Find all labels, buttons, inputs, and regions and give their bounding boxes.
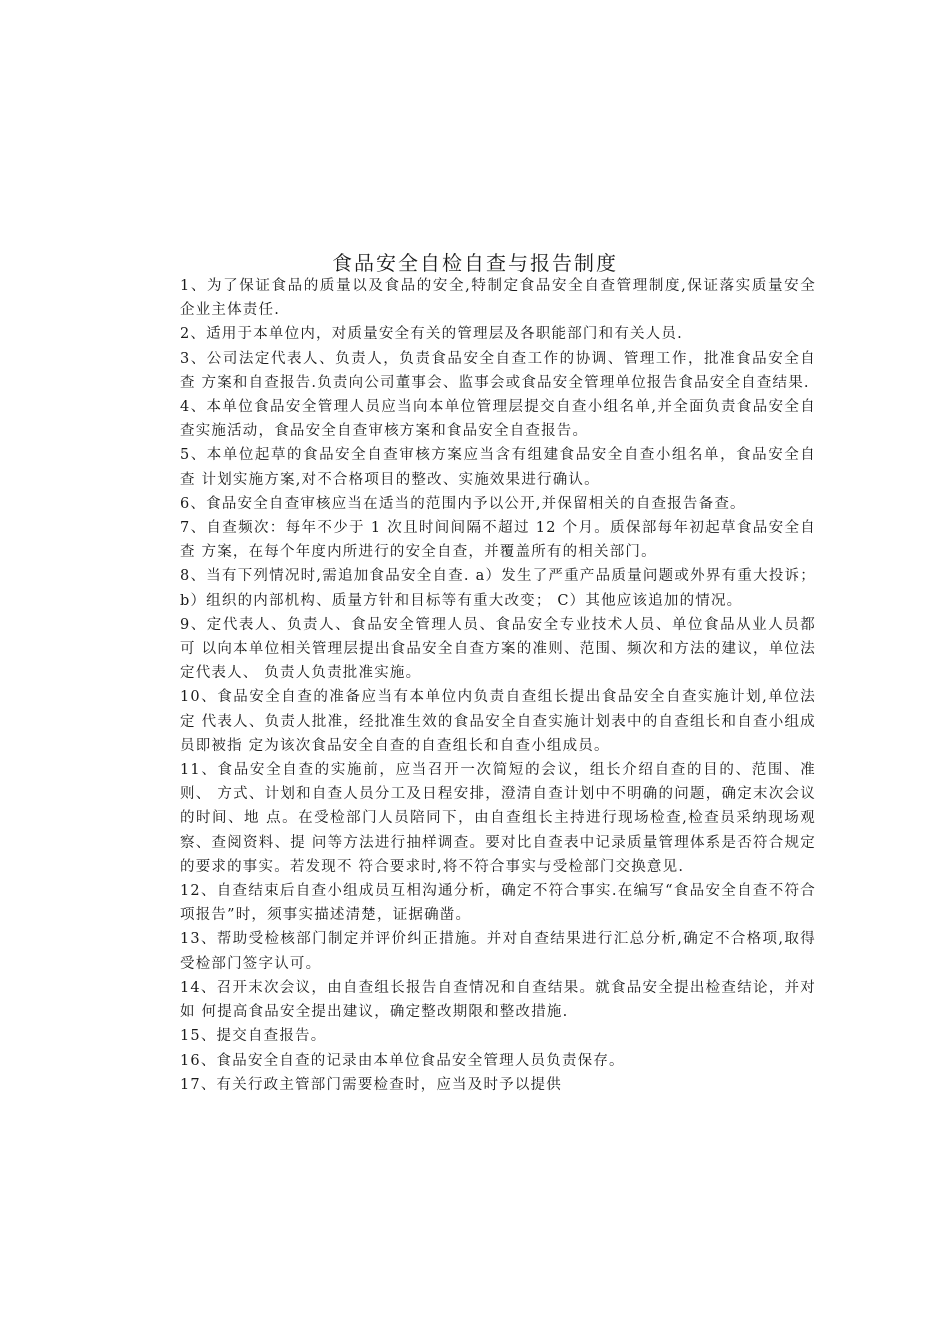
regulation-item-5: 5、本单位起草的食品安全自查审核方案应当含有组建食品安全自查小组名单，食品安全自查 计划实施方案,对不合格项目的整改、实施效果进行确认。 bbox=[180, 447, 816, 488]
regulation-item-12: 12、自查结束后自查小组成员互相沟通分析，确定不符合事实.在编写“食品安全自查不符合 项报告”时，须事实描述清楚，证据确凿。 bbox=[180, 883, 816, 924]
regulation-item-4: 4、本单位食品安全管理人员应当向本单位管理层提交自查小组名单,并全面负责食品安全自 查实施活动，食品安全自查审核方案和食品安全自查报告。 bbox=[180, 399, 816, 440]
regulation-item-6: 6、食品安全自查审核应当在适当的范围内予以公开,并保留相关的自查报告备查。 bbox=[180, 495, 746, 512]
regulation-list bbox=[180, 274, 816, 1097]
regulation-item-15: 15、提交自查报告。 bbox=[180, 1028, 327, 1045]
regulation-item-7: 7、自查频次：每年不少于 1 次且时间间隔不超过 12 个月。质保部每年初起草食品安全自查 方案，在每个年度内所进行的安全自查，并覆盖所有的相关部门。 bbox=[180, 520, 816, 561]
regulation-item-1: 1、为了保证食品的质量以及食品的安全,特制定食品安全自查管理制度,保证落实质量安全 企业主体责任. bbox=[180, 278, 816, 319]
document-title: 食品安全自检自查与报告制度 bbox=[332, 251, 618, 275]
regulation-item-14: 14、召开末次会议，由自查组长报告自查情况和自查结果。就食品安全提出检查结论，并对如 何提高食品安全提出建议，确定整改期限和整改措施. bbox=[180, 979, 816, 1021]
regulation-item-13: 13、帮助受检核部门制定并评价纠正措施。并对自查结果进行汇总分析,确定不合格项,取得 受检部门签字认可。 bbox=[180, 931, 816, 972]
regulation-item-8: 8、当有下列情况时,需追加食品安全自查. a）发生了严重产品质量问题或外界有重大投诉； b）组织的内部机构、质量方针和目标等有重大改变； C）其他应该追加的情况。 bbox=[180, 568, 816, 609]
regulation-item-3: 3、公司法定代表人、负责人，负责食品安全自查工作的协调、管理工作，批准食品安全自查 方案和自查报告.负责向公司董事会、监事会或食品安全管理单位报告食品安全自查结果. bbox=[180, 350, 816, 391]
regulation-item-11: 11、食品安全自查的实施前，应当召开一次简短的会议，组长介绍自查的目的、范围、准则、 方式、计划和自查人员分工及日程安排，澄清自查计划中不明确的问题，确定末次会议的时间、地 点。在受检部门人员陪同下，由自查组长主持进行现场检查,检查员采纳现场观察、查阅资料、提 问等方法进行抽样调查。要对比自查表中记录质量管理体系是否符合规定的要求的事实。若发现不 符合要求时,将不符合事实与受检部门交换意见. bbox=[180, 762, 816, 875]
regulation-item-10: 10、食品安全自查的准备应当有本单位内负责自查组长提出食品安全自查实施计划,单位法定 代表人、负责人批准，经批准生效的食品安全自查实施计划表中的自查组长和自查小组成员即被指 定为该次食品安全自查的自查组长和自查小组成员。 bbox=[180, 689, 816, 754]
regulation-item-2: 2、适用于本单位内，对质量安全有关的管理层及各职能部门和有关人员. bbox=[180, 326, 683, 343]
regulation-item-9: 9、定代表人、负责人、食品安全管理人员、食品安全专业技术人员、单位食品从业人员都可 以向本单位相关管理层提出食品安全自查方案的准则、范围、频次和方法的建议，单位法定代表人、 负责人负责批准实施。 bbox=[180, 616, 816, 682]
regulation-item-16: 16、食品安全自查的记录由本单位食品安全管理人员负责保存。 bbox=[180, 1052, 625, 1069]
regulation-item-17: 17、有关行政主管部门需要检查时，应当及时予以提供 bbox=[180, 1076, 562, 1093]
